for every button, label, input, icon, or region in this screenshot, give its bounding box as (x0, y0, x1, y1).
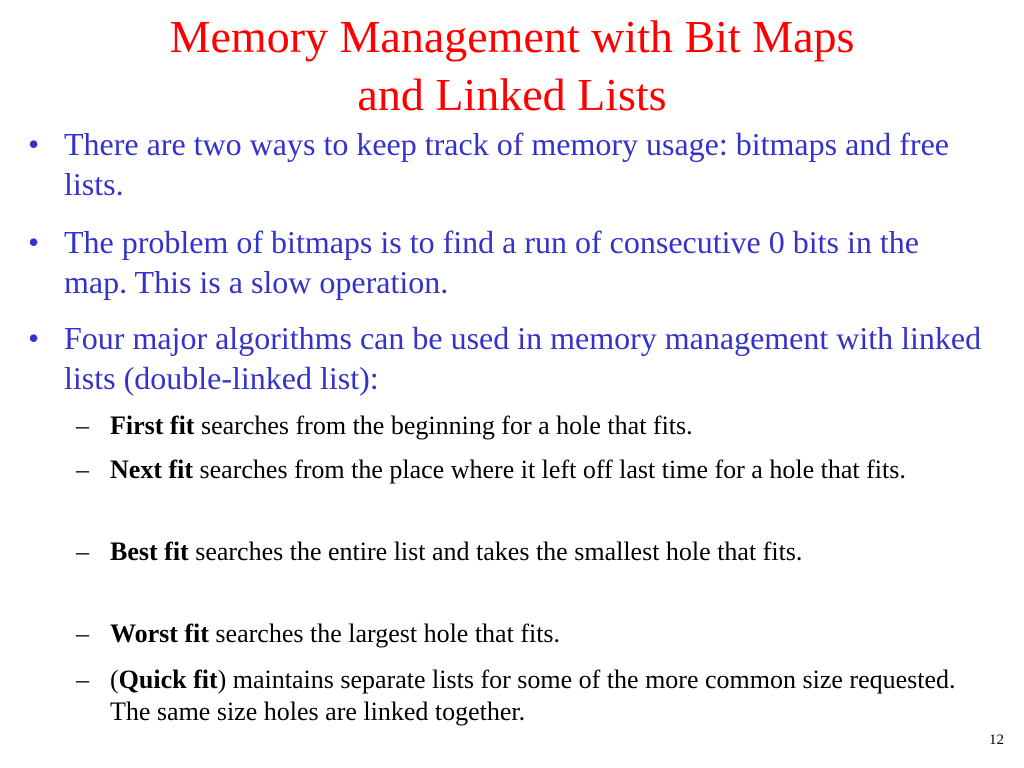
sub-bullet-text: searches from the place where it left off last time for a hole that fits. (193, 455, 906, 484)
bullet-marker: • (28, 224, 40, 260)
sub-bullet-item (76, 410, 990, 442)
sub-bullet-item (76, 454, 990, 486)
slide-title-line-1: Memory Management with Bit Maps (169, 11, 855, 62)
sub-bullet-item (76, 536, 990, 568)
sub-bullet-text: maintains separate lists for some of the more common size requested. The same size holes are linked together. (110, 665, 956, 726)
sub-bullet-marker: – (76, 411, 89, 440)
sub-bullet-item (76, 618, 990, 650)
slide-title-line-2: and Linked Lists (357, 69, 667, 120)
sub-bullet-prefix: ( (110, 665, 119, 694)
sub-bullet-marker: – (76, 455, 89, 484)
algorithm-term: First fit (110, 411, 195, 440)
bullet-item (28, 222, 984, 302)
algorithm-term: Next fit (110, 455, 194, 484)
page-number: 12 (989, 732, 1004, 748)
bullet-item (28, 124, 984, 204)
bullet-item (28, 318, 984, 398)
sub-bullet-suffix: ) (217, 665, 227, 694)
sub-bullet-marker: – (76, 619, 89, 648)
bullet-text: The problem of bitmaps is to find a run of consecutive 0 bits in the map. This is a slow operation. (64, 224, 919, 300)
sub-bullet-text: searches the largest hole that fits. (208, 619, 561, 648)
sub-bullet-item (76, 664, 990, 728)
bullet-marker: • (28, 320, 40, 356)
bullet-text: Four major algorithms can be used in memory management with linked lists (double-linked list): (64, 320, 982, 396)
sub-bullet-text: searches the entire list and takes the smallest hole that fits. (188, 537, 803, 566)
sub-bullet-marker: – (76, 537, 89, 566)
sub-bullet-marker: – (76, 665, 89, 694)
algorithm-term: Best fit (110, 537, 189, 566)
sub-bullet-text: searches from the beginning for a hole that fits. (194, 411, 693, 440)
algorithm-term: Worst fit (110, 619, 209, 648)
algorithm-term: Quick fit (118, 665, 218, 694)
bullet-text: There are two ways to keep track of memory usage: bitmaps and free lists. (64, 126, 949, 202)
bullet-marker: • (28, 126, 40, 162)
